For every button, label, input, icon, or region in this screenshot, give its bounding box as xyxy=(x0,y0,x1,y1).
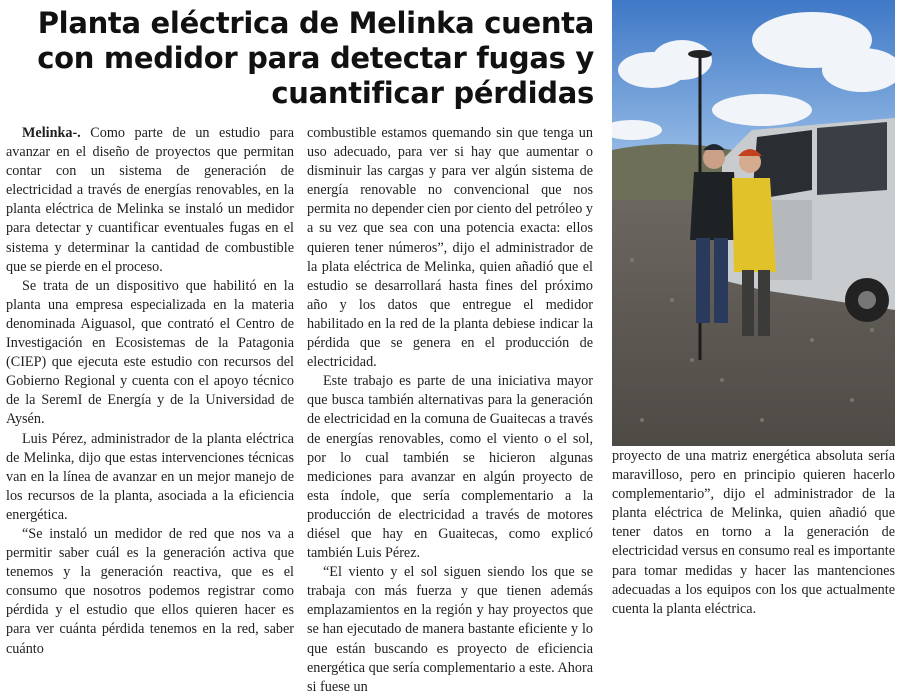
article-column-2 xyxy=(307,124,593,697)
headline: Planta eléctrica de Melinka cuenta con medidor para detectar fugas y cuantificar pérdidas xyxy=(37,6,594,110)
paragraph: combustible estamos quemando sin que tenga un uso adecuado, para ver si hay que aumentar o disminuir las cargas y para ver algún sistema de energía renovable no convencional que nos permita no depender cien por ciento del petróleo y a su vez que sea con una potencia exacta: ellos quieren tener números”, dijo el administrador de la plata eléctrica de Melinka, quien añadió que el estudio se desarrollará hasta fines del próximo año y los datos que entregue el medidor habilitado en la red de la planta debiese indicar la pérdida que se genera en el producción de electricidad. xyxy=(307,125,594,371)
dateline: Melinka-. xyxy=(22,125,81,141)
article-photo xyxy=(612,0,895,446)
photo-scene xyxy=(612,0,895,446)
article-column-1 xyxy=(6,124,294,659)
paragraph: proyecto de una matriz energética absoluta sería maravilloso, pero en principio quieren hacerlo complementario”, dijo el administrador de la planta eléctrica de Melinka, quien añadió que tener datos en torno a la generación de electricidad versus en consumo real es importante para tomar medidas y hacer las mantenciones adecuadas a los equipos con los que actualmente cuenta la planta eléctrica. xyxy=(612,448,895,617)
paragraph xyxy=(6,124,294,277)
gps-antenna xyxy=(688,50,712,58)
paragraph: Se trata de un dispositivo que habilitó en la planta una empresa especializada en la materia denominada Aiguasol, que contrató el Centro de Investigación en Ecosistemas de la Patagonia (CIEP) que ejecuta este estudio con recursos del Gobierno Regional y cuenta con el apoyo técnico de la SeremI de Energía y de la Universidad de Aysén. xyxy=(6,277,294,428)
paragraph: Este trabajo es parte de una iniciativa mayor que busca también alternativas para la generación de electricidad en la comuna de Guaitecas a través de energías renovables, como el viento o el sol, por lo cual también se hicieron algunas mediciones para avanzar en algún proyecto de esta índole, que sería complementario a la producción de electricidad a través de motores diésel que hay en Guaitecas, como explicó también Luis Pérez. xyxy=(307,373,593,562)
paragraph: Luis Pérez, administrador de la planta eléctrica de Melinka, dijo que estas intervenciones técnicas van en la línea de avanzar en un mejor manejo de los recursos de la planta, asociada a la eficiencia energética. xyxy=(6,430,294,523)
paragraph: “Se instaló un medidor de red que nos va a permitir saber cuál es la generación activa que tenemos y la generación reactiva, que es el consumo que nosotros podemos registrar como pérdida y el estudio que ellos quieren hacer es para ver cuánta pérdida tenemos en la red, saber cuánto xyxy=(6,525,294,657)
article-column-3 xyxy=(612,447,895,619)
paragraph-text: Como parte de un estudio para avanzar en el diseño de proyectos que permitan contar con un sistema de generación de electricidad a través de energías renovables, en la planta eléctrica de Melinka se instaló un medidor para detectar y cuantificar eventuales fugas en el sistema y determinar la cantidad de combustible que se pierde en el proceso. xyxy=(6,125,294,275)
paragraph: “El viento y el sol siguen siendo los que se trabaja con más fuerza y que tienen además emplazamientos en la región y hay proyectos que se han ejecutado de manera bastante eficiente y lo que están buscando es proyecto de eficiencia energética que sería complementario a este. Ahora si fuese un xyxy=(307,564,593,695)
